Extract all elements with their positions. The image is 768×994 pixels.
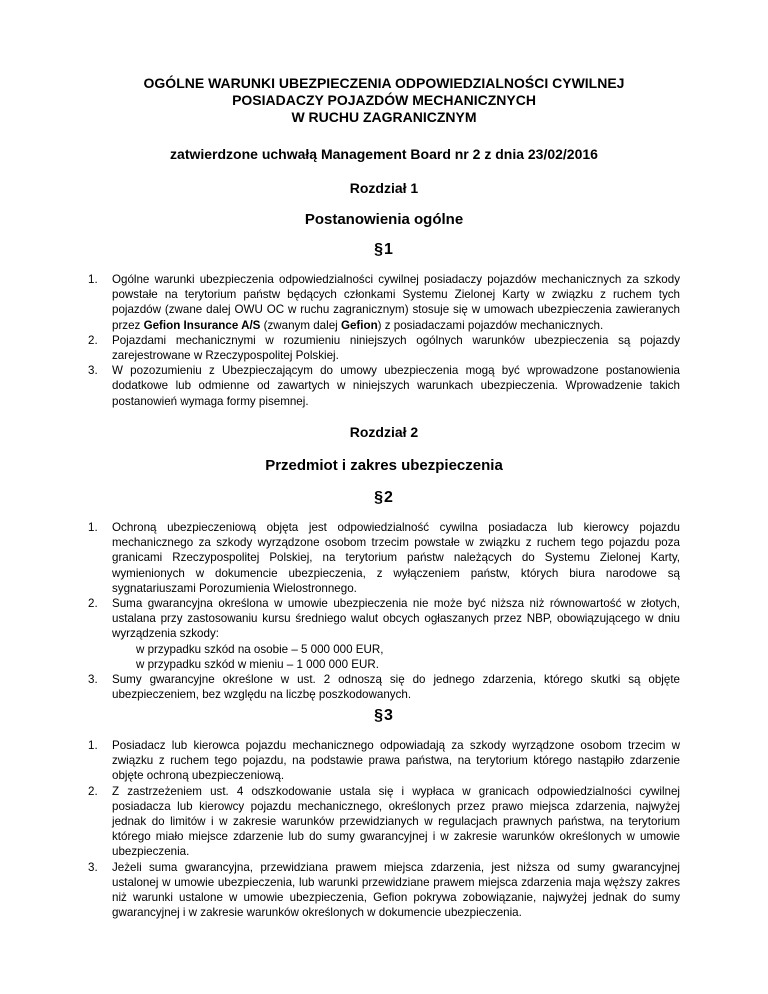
item-text: W pozozumieniu z Ubezpieczającym do umowy ubezpieczenia mogą być wprowadzone postanowienia dodatkowe lub odmienne od zawartych w niniejszych warunkach ubezpieczenia. Wprowadzenie takich postanowień wymaga formy pisemnej. bbox=[112, 364, 680, 408]
title-line: OGÓLNE WARUNKI UBEZPIECZENIA ODPOWIEDZIALNOŚCI CYWILNEJ bbox=[143, 75, 625, 91]
item-text: Sumy gwarancyjne określone w ust. 2 odnoszą się do jednego zdarzenia, którego skutki są objęte ubezpieczeniem, bez względu na liczbę poszkodowanych. bbox=[112, 673, 680, 702]
sub-item: w przypadku szkód w mieniu – 1 000 000 EUR. bbox=[136, 657, 379, 671]
document-title bbox=[0, 75, 768, 126]
item-number: 1. bbox=[88, 521, 98, 534]
list-item bbox=[88, 363, 680, 409]
list-item bbox=[88, 596, 680, 672]
item-text: ) z posiadaczami pojazdów mechanicznych. bbox=[377, 318, 604, 332]
list-item bbox=[88, 672, 680, 702]
approval-line: zatwierdzone uchwałą Management Board nr 2 z dnia 23/02/2016 bbox=[170, 146, 598, 162]
item-text: Pojazdami mechanicznymi w rozumieniu niniejszych ogólnych warunków ubezpieczenia są pojazdy zarejestrowane w Rzeczypospolitej Polskiej. bbox=[112, 333, 680, 363]
company-short-name: Gefion bbox=[340, 318, 378, 332]
item-text: (zwanym dalej bbox=[260, 318, 341, 332]
chapter-2-label: Rozdział 2 bbox=[349, 424, 419, 440]
list-item bbox=[88, 784, 680, 860]
chapter-1-name: Postanowienia ogólne bbox=[304, 211, 464, 228]
item-number: 3. bbox=[88, 673, 98, 687]
item-number: 2. bbox=[88, 333, 98, 347]
chapter-1-label: Rozdział 1 bbox=[349, 180, 419, 196]
company-name: Gefion Insurance A/S bbox=[143, 318, 261, 332]
sub-item: w przypadku szkód na osobie – 5 000 000 EUR, bbox=[136, 642, 384, 656]
title-line: POSIADACZY POJAZDÓW MECHANICZNYCH bbox=[232, 92, 536, 108]
title-line: W RUCHU ZAGRANICZNYM bbox=[291, 109, 477, 125]
chapter-1-list bbox=[88, 272, 680, 409]
item-number: 2. bbox=[88, 597, 98, 611]
paragraph-3-list bbox=[88, 738, 680, 920]
item-number: 1. bbox=[88, 739, 98, 752]
item-number: 3. bbox=[88, 364, 98, 378]
item-text: Ochroną ubezpieczeniową objęta jest odpowiedzialność cywilna posiadacza lub kierowcy pojazdu mechanicznego za szkody wyrządzone osobom trzecim powstałe w związku z ruchem tego pojazdu poza granicami Rzeczypospolitej Polskiej, na terytorium państw należących do Systemu Zielonej Karty, wymienionych w dokumencie ubezpieczenia, z wyłączeniem państw, których biura narodowe są sygnatariuszami Porozumienia Wielostronnego. bbox=[112, 521, 680, 595]
paragraph-2-mark: §2 bbox=[374, 489, 394, 506]
item-text: Suma gwarancyjna określona w umowie ubezpieczenia nie może być niższa niż równowartość w złotych, ustalana przy zastosowaniu kursu średniego walut obcych ogłaszanych przez NBP, obowiązującego w dniu wyrządzenia szkody: bbox=[112, 597, 680, 641]
item-number: 3. bbox=[88, 860, 98, 874]
item-text: Ogólne warunki ubezpieczenia odpowiedzialności cywilnej posiadaczy pojazdów mechanicznych za szkody powstałe na terytorium państw będących członkami Systemu Zielonej Karty w związku z ruchem tych pojazdów (zwane dalej OWU OC w ruchu zagranicznym) stosuje się w umowach ubezpieczenia zawieranych przez bbox=[112, 273, 680, 332]
chapter-2-name: Przedmiot i zakres ubezpieczenia bbox=[265, 457, 503, 474]
list-item bbox=[88, 272, 680, 333]
list-item bbox=[88, 860, 680, 921]
item-text: Posiadacz lub kierowca pojazdu mechanicznego odpowiadają za szkody wyrządzone osobom trzecim w związku z ruchem tego pojazdu, na podstawie prawa państwa, na terytorium którego nastąpiło zdarzenie objęte ochroną ubezpieczeniową. bbox=[112, 739, 680, 783]
list-item bbox=[88, 333, 680, 363]
list-item bbox=[88, 520, 680, 596]
paragraph-3-mark: §3 bbox=[374, 707, 394, 724]
list-item bbox=[88, 738, 680, 784]
paragraph-2-list bbox=[88, 520, 680, 702]
item-text: Jeżeli suma gwarancyjna, przewidziana prawem miejsca zdarzenia, jest niższa od sumy gwarancyjnej ustalonej w umowie ubezpieczenia, lub warunki przewidziane prawem miejsca zdarzenia maja węższy zakres niż warunki ustalone w umowie ubezpieczenia, Gefion pokrywa zobowiązanie, najwyżej jednak do sumy gwarancyjnej i w zakresie warunków określonych w dokumencie ubezpieczenia. bbox=[112, 860, 680, 920]
item-number: 1. bbox=[88, 273, 98, 286]
item-number: 2. bbox=[88, 784, 98, 798]
item-text: Z zastrzeżeniem ust. 4 odszkodowanie ustala się i wypłaca w granicach odpowiedzialności cywilnej posiadacza lub kierowcy pojazdu mechanicznego, określonych przez prawo miejsca zdarzenia, najwyżej jednak do limitów i w zakresie warunków przewidzianych w regulacjach prawnych państwa, na terytorium którego miało miejsce zdarzenie lub do sumy gwarancyjnej i w zakresie warunków określonych w umowie ubezpieczenia. bbox=[112, 784, 680, 859]
paragraph-1-mark: §1 bbox=[374, 241, 394, 258]
